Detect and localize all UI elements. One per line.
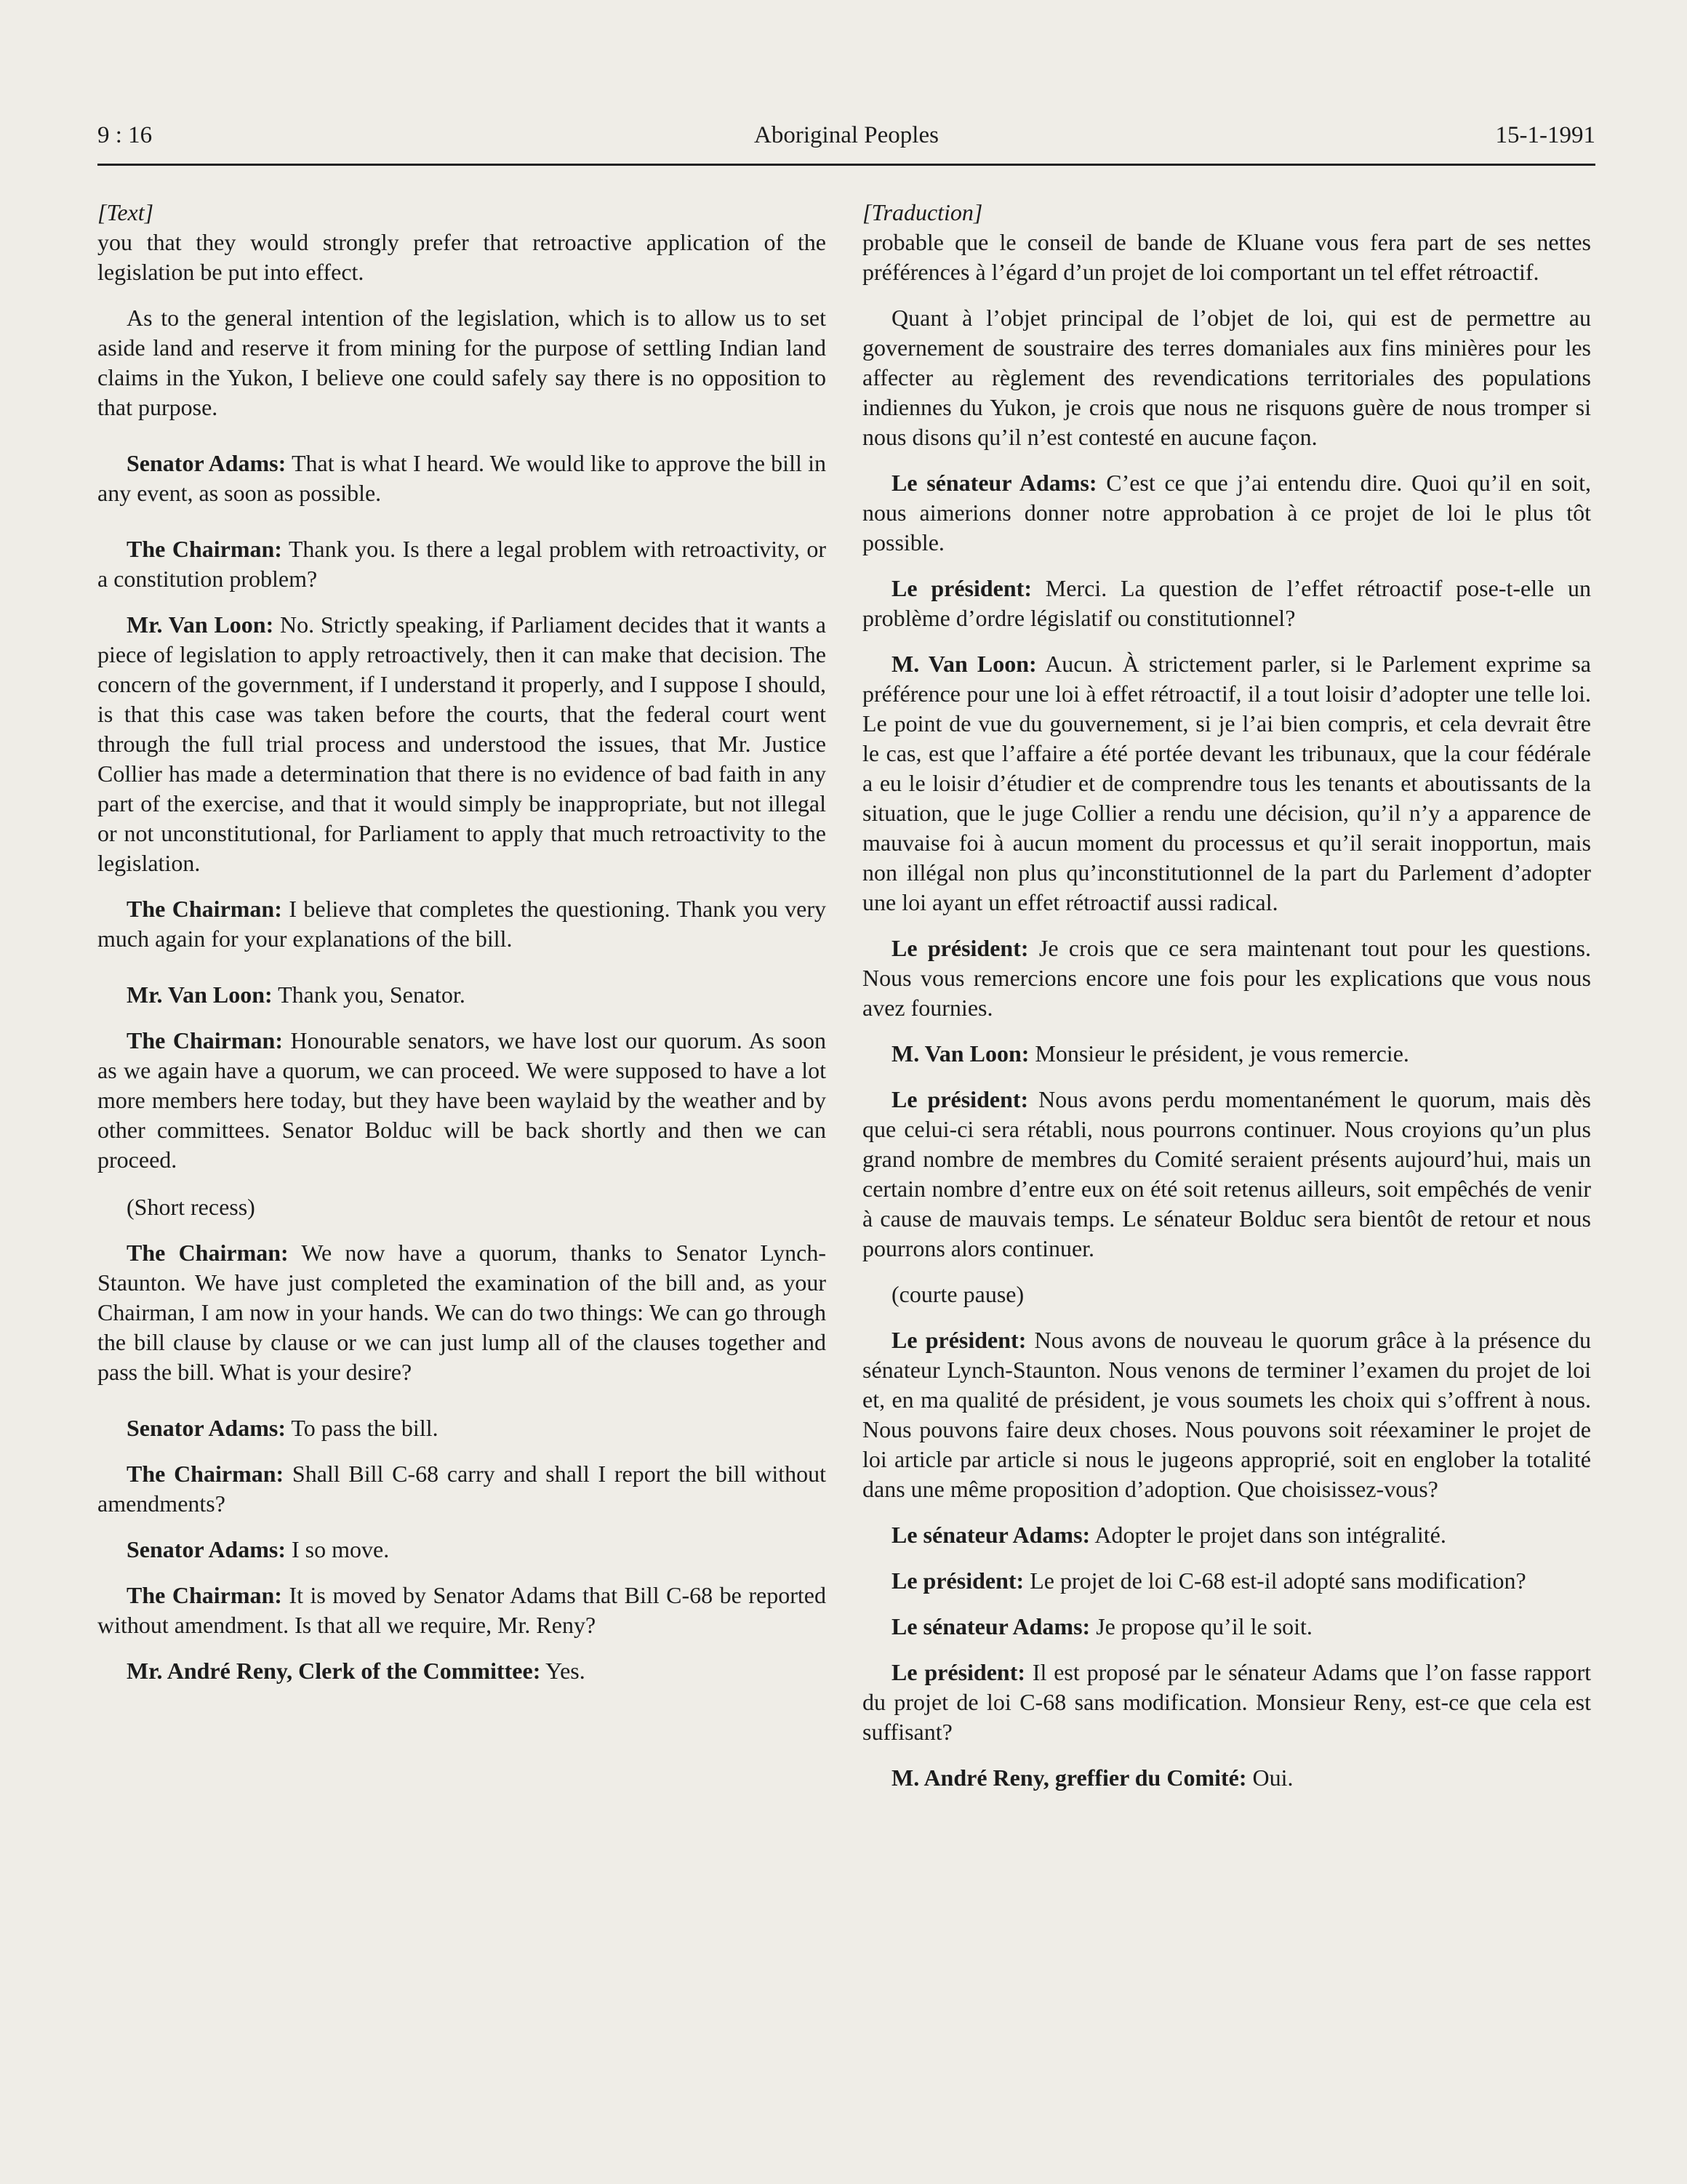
english-column: [97, 198, 826, 1702]
speech: [862, 574, 1591, 633]
speech: [97, 1656, 826, 1686]
french-column: [862, 198, 1591, 1809]
speech-text: Le projet de loi C-68 est-il adopté sans modification?: [1024, 1567, 1526, 1594]
speech-text: No. Strictly speaking, if Parliament decides that it wants a piece of legislation to apply retroactively, then it can make that decision. The concern of the government, if I understand it properly, and I suppose I should, is that this case was taken before the courts, that the federal court went through the full trial process and understood the issues, that Mr. Justice Collier has made a determination that there is no evidence of bad faith in any part of the exercise, and that it would simply be inappropriate, but not illegal or not unconstitutional, for Parliament to apply that much retroactivity to the legislation.: [97, 611, 827, 876]
speech-text: Aucun. À strictement parler, si le Parlement exprime sa préférence pour une loi à effet rétroactif, il a tout loisir d’adopter une telle loi. Le point de vue du gouvernement, si je l’ai bien compris, et cela devrait être le cas, est que l’affaire a été portée devant les tribunaux, que la cour fédérale a eu le loisir d’étudier et de comprendre tous les tenants et aboutissants de la situation, que le juge Collier a rendu une décision, qu’il n’y a apparence de mauvaise foi à aucun moment du processus et qu’il serait inopportun, mais non illégal non plus qu’inconstitutionnel de la part du Parlement d’adopter une loi ayant un effet rétroactif aussi radical.: [862, 651, 1592, 915]
speech-text: Thank you. Is there a legal problem with retroactivity, or a constitution problem?: [97, 536, 827, 592]
speaker: Le président:: [891, 575, 1032, 601]
speech-text: It is moved by Senator Adams that Bill C-68 be reported without amendment. Is that all we require, Mr. Reny?: [97, 1582, 827, 1638]
speaker: M. Van Loon:: [891, 1040, 1030, 1067]
speech: [862, 1520, 1591, 1550]
speaker: Senator Adams:: [127, 1536, 286, 1562]
speaker: Senator Adams:: [127, 1415, 286, 1441]
speech-text: Adopter le projet dans son intégralité.: [1090, 1522, 1446, 1548]
speech: [97, 610, 826, 878]
speech: [862, 1566, 1591, 1596]
speech: [97, 1413, 826, 1443]
paragraph: Quant à l’objet principal de l’objet de loi, qui est de permettre au governement de soustraire des terres domaniales aux fins minières pour les affecter au règlement des revendications territoriales des populations indiennes du Yukon, je crois que nous ne risquons guère de nous tromper si nous disons qu’il n’est contesté en aucune façon.: [862, 305, 1591, 450]
speech-text: To pass the bill.: [285, 1415, 438, 1441]
speech: [862, 934, 1591, 1023]
speaker: The Chairman:: [127, 1582, 282, 1608]
speaker: Le président:: [891, 1086, 1029, 1112]
speaker: Mr. Van Loon:: [127, 611, 274, 638]
speaker: Le sénateur Adams:: [891, 470, 1097, 496]
recess-note: (courte pause): [891, 1281, 1025, 1307]
speaker: The Chairman:: [127, 536, 282, 562]
speaker: Mr. André Reny, Clerk of the Committee:: [127, 1658, 541, 1684]
speech-text: Shall Bill C-68 carry and shall I report the bill without amendments?: [97, 1461, 827, 1517]
speech: [97, 1026, 826, 1175]
speaker: Le sénateur Adams:: [891, 1613, 1091, 1639]
speech: [862, 1325, 1591, 1504]
paragraph: you that they would strongly prefer that retroactive application of the legislation be put into effect.: [97, 229, 826, 285]
speaker: Le président:: [891, 1327, 1027, 1353]
speech-text: Thank you, Senator.: [272, 981, 465, 1008]
speech: [862, 1658, 1591, 1747]
speech: [862, 1085, 1591, 1264]
speech-text: Merci. La question de l’effet rétroactif pose-t-elle un problème d’ordre législatif ou constitutionnel?: [862, 575, 1592, 631]
speaker: M. Van Loon:: [891, 651, 1037, 677]
recess-note: (Short recess): [127, 1194, 255, 1220]
speech-text: That is what I heard. We would like to approve the bill in any event, as soon as possible.: [97, 450, 827, 506]
speaker: Senator Adams:: [127, 450, 286, 476]
speech-text: I believe that completes the questioning. Thank you very much again for your explanations of the bill.: [97, 896, 827, 952]
header-rule: [97, 164, 1595, 166]
speech: [97, 1535, 826, 1565]
speech-text: Oui.: [1246, 1765, 1294, 1791]
speech: [97, 449, 826, 508]
section-label: [Traduction]: [862, 199, 983, 225]
speech: [862, 1763, 1591, 1793]
speech: [862, 468, 1591, 558]
speech: [97, 980, 826, 1010]
speech-text: We now have a quorum, thanks to Senator Lynch-Staunton. We have just completed the examination of the bill and, as your Chairman, I am now in your hands. We can do two things: We can go through the bill clause by clause or we can just lump all of the clauses together and pass the bill. What is your desire?: [97, 1240, 826, 1385]
page-header: [97, 122, 1595, 160]
speech: [97, 894, 826, 954]
speech-text: Honourable senators, we have lost our quorum. As soon as we again have a quorum, we can proceed. We were supposed to have a lot more members here today, but they have been waylaid by the weather and by other committees. Senator Bolduc will be back shortly and then we can proceed.: [97, 1027, 827, 1173]
speech: [97, 1581, 826, 1640]
speaker: The Chairman:: [127, 1461, 284, 1487]
speech-text: Nous avons de nouveau le quorum grâce à la présence du sénateur Lynch-Staunton. Nous venons de terminer l’examen du projet de loi et, en ma qualité de président, je vous soumets les choix qui s’offrent à nous. Nous pouvons faire deux choses. Nous pouvons soit réexaminer le projet de loi article par article si nous le jugeons approprié, soit en englober la totalité dans une même proposition d’adoption. Que choisissez-vous?: [862, 1327, 1592, 1502]
speaker: Mr. Van Loon:: [127, 981, 273, 1008]
speech-text: Nous avons perdu momentanément le quorum, mais dès que celui-ci sera rétabli, nous pourrons continuer. Nous croyions qu’un plus grand nombre de membres du Comité seraient présents aujourd’hui, mais un certain nombre d’entre eux on été soit retenus ailleurs, soit empêchés de venir à cause de mauvais temps. Le sénateur Bolduc sera bientôt de retour et nous pourrons alors continuer.: [862, 1086, 1591, 1261]
speaker: M. André Reny, greffier du Comité:: [891, 1765, 1247, 1791]
speaker: The Chairman:: [127, 1240, 289, 1266]
speech-text: Je propose qu’il le soit.: [1090, 1613, 1313, 1639]
publication-title: Aboriginal Peoples: [754, 122, 939, 148]
publication-date: 15-1-1991: [1495, 122, 1595, 148]
speech-text: I so move.: [285, 1536, 390, 1562]
speech-text: Je crois que ce sera maintenant tout pour les questions. Nous vous remercions encore une fois pour les explications que vous nous avez fournies.: [862, 935, 1592, 1021]
speech-text: Il est proposé par le sénateur Adams que l’on fasse rapport du projet de loi C-68 sans modification. Monsieur Reny, est-ce que cela est suffisant?: [862, 1659, 1592, 1745]
speech: [862, 1039, 1591, 1069]
speaker: The Chairman:: [127, 1027, 283, 1053]
speech: [97, 534, 826, 594]
speaker: Le président:: [891, 1659, 1026, 1685]
speech-text: Yes.: [540, 1658, 585, 1684]
speech: [97, 1238, 826, 1387]
speaker: Le président:: [891, 1567, 1025, 1594]
speech: [862, 1612, 1591, 1642]
speaker: Le président:: [891, 935, 1029, 961]
page-number: 9 : 16: [97, 122, 153, 148]
paragraph: probable que le conseil de bande de Kluane vous fera part de ses nettes préférences à l’égard d’un projet de loi comportant un tel effet rétroactif.: [862, 229, 1591, 285]
paragraph: As to the general intention of the legislation, which is to allow us to set aside land and reserve it from mining for the purpose of settling Indian land claims in the Yukon, I believe one could safely say there is no opposition to that purpose.: [97, 305, 826, 420]
speech-text: C’est ce que j’ai entendu dire. Quoi qu’il en soit, nous aimerions donner notre approbation à ce projet de loi le plus tôt possible.: [862, 470, 1592, 555]
speech: [862, 649, 1591, 918]
section-label: [Text]: [97, 199, 154, 225]
speech-text: Monsieur le président, je vous remercie.: [1029, 1040, 1409, 1067]
speaker: The Chairman:: [127, 896, 282, 922]
speaker: Le sénateur Adams:: [891, 1522, 1091, 1548]
speech: [97, 1459, 826, 1519]
